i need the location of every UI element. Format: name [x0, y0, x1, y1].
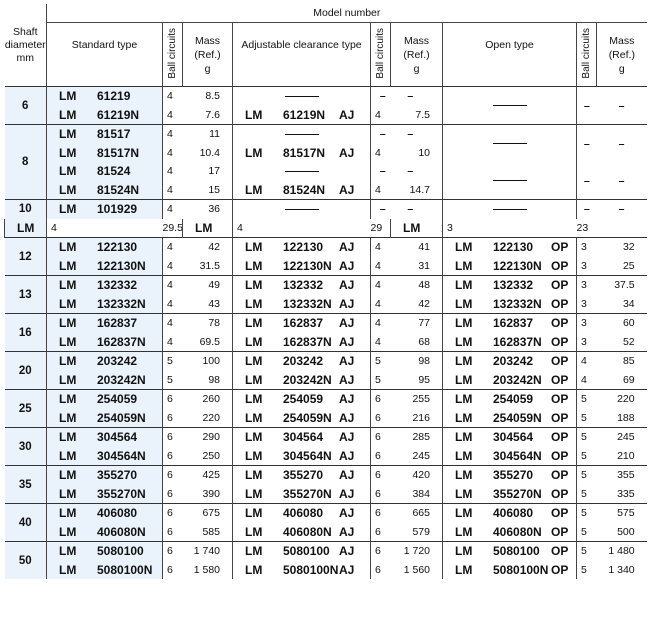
standard-model: LM 101929	[47, 200, 163, 219]
adjustable-ball-circuits: 6	[371, 390, 391, 409]
open-model: LM 132332N OP	[443, 295, 577, 314]
open-model: LM 162837 OP	[443, 314, 577, 333]
adjustable-ball-circuits: 4	[371, 257, 391, 276]
adjustable-mass: 420	[391, 466, 443, 485]
standard-mass: 36	[183, 200, 233, 219]
table-row	[5, 561, 647, 580]
adjustable-mass: 384	[412, 487, 430, 500]
shaft-diameter: 6	[5, 87, 47, 125]
open-ball-circuits: –	[577, 87, 597, 125]
adjustable-ball-circuits: 4	[371, 333, 391, 352]
standard-mass: 15	[208, 183, 220, 196]
mass-header: Mass (Ref.) g	[391, 23, 443, 87]
adjustable-mass: 10	[418, 146, 430, 159]
standard-mass: 425	[183, 466, 233, 485]
open-ball-circuits: 5	[577, 447, 597, 466]
table-row	[5, 219, 647, 238]
adjustable-ball-circuits: –	[371, 200, 391, 219]
shaft-diameter: 13	[5, 276, 47, 314]
table-row	[5, 409, 647, 428]
adjustable-model-none	[233, 200, 371, 219]
standard-ball-circuits: 4	[163, 87, 183, 106]
open-ball-circuits: 5	[577, 523, 597, 542]
standard-type-header: Standard type	[47, 23, 163, 87]
adjustable-ball-circuits: 6	[371, 485, 391, 504]
standard-model: LM	[5, 219, 47, 238]
standard-mass: 250	[202, 449, 220, 462]
open-ball-circuits: –	[577, 200, 597, 219]
adjustable-model: LM 122130 AJ	[233, 238, 371, 257]
adjustable-mass: 68	[418, 335, 430, 348]
standard-ball-circuits: 4	[163, 257, 183, 276]
open-ball-circuits: 5	[577, 561, 597, 580]
mass-header: Mass (Ref.) g	[183, 23, 233, 87]
adjustable-ball-circuits: 4	[371, 276, 391, 295]
adjustable-model-none	[233, 125, 371, 144]
standard-model: LM 81517N	[47, 144, 163, 163]
table-row	[5, 542, 647, 561]
ball-circuits-header: Ball circuits	[371, 23, 391, 87]
adjustable-mass: 665	[391, 504, 443, 523]
shaft-diameter: 10	[5, 200, 47, 219]
open-ball-circuits: 3	[577, 276, 597, 295]
standard-mass: 11	[183, 125, 233, 144]
standard-mass: 8.5	[183, 87, 233, 106]
model-table	[4, 4, 647, 579]
open-mass: 25	[622, 259, 635, 272]
open-ball-circuits: 3	[577, 295, 597, 314]
open-mass: 23	[576, 221, 589, 234]
standard-mass: 390	[202, 487, 220, 500]
shaft-diameter: 35	[5, 466, 47, 504]
table-row	[5, 371, 647, 390]
adjustable-model: LM 81517N AJ	[233, 144, 371, 163]
adjustable-ball-circuits: 6	[371, 561, 391, 580]
standard-mass: 7.6	[205, 108, 220, 121]
open-mass: 575	[597, 504, 647, 523]
standard-ball-circuits: 4	[163, 181, 183, 200]
open-ball-circuits: 3	[443, 219, 577, 238]
adjustable-ball-circuits: –	[371, 162, 391, 181]
shaft-diameter: 20	[5, 352, 47, 390]
open-mass: 52	[622, 335, 635, 348]
open-ball-circuits: –	[577, 125, 597, 163]
open-ball-circuits: 3	[577, 257, 597, 276]
adjustable-mass: 31	[418, 259, 430, 272]
table-row	[5, 238, 647, 257]
open-model: LM 406080N OP	[443, 523, 577, 542]
adjustable-mass: 245	[412, 449, 430, 462]
standard-mass: 1 580	[193, 563, 220, 576]
standard-model: LM 122130	[47, 238, 163, 257]
adjustable-mass: 579	[412, 525, 430, 538]
standard-ball-circuits: 6	[163, 485, 183, 504]
adjustable-model: LM 254059N AJ	[233, 409, 371, 428]
open-model: LM 355270 OP	[443, 466, 577, 485]
adjustable-mass: 42	[418, 297, 430, 310]
standard-ball-circuits: 6	[163, 523, 183, 542]
adjustable-mass: 216	[412, 411, 430, 424]
standard-ball-circuits: 5	[163, 371, 183, 390]
adjustable-model: LM 203242N AJ	[233, 371, 371, 390]
adjustable-mass: 14.7	[409, 183, 430, 196]
open-mass: 245	[597, 428, 647, 447]
shaft-diameter: 40	[5, 504, 47, 542]
open-mass: 210	[617, 449, 635, 462]
table-row	[5, 428, 647, 447]
table-row	[5, 523, 647, 542]
open-model: LM 304564N OP	[443, 447, 577, 466]
standard-ball-circuits: 4	[163, 144, 183, 163]
open-mass: 32	[597, 238, 647, 257]
standard-mass: 78	[183, 314, 233, 333]
open-mass: –	[618, 174, 625, 187]
standard-model: LM 355270N	[47, 485, 163, 504]
table-row	[5, 257, 647, 276]
open-model: LM 254059 OP	[443, 390, 577, 409]
shaft-diameter: 30	[5, 428, 47, 466]
open-model-none	[443, 87, 577, 125]
standard-model: LM 5080100N	[47, 561, 163, 580]
ball-circuits-header: Ball circuits	[163, 23, 183, 87]
open-model: LM 355270N OP	[443, 485, 577, 504]
adjustable-ball-circuits: 4	[371, 314, 391, 333]
open-ball-circuits: –	[577, 162, 597, 200]
standard-ball-circuits: 6	[163, 390, 183, 409]
standard-model: LM 406080N	[47, 523, 163, 542]
table-row	[5, 125, 647, 144]
table-row	[5, 466, 647, 485]
open-model: LM 122130 OP	[443, 238, 577, 257]
standard-model: LM 355270	[47, 466, 163, 485]
standard-model: LM 254059	[47, 390, 163, 409]
adjustable-ball-circuits: 4	[371, 144, 391, 163]
standard-mass: 675	[183, 504, 233, 523]
table-row	[5, 390, 647, 409]
adjustable-model: LM 5080100NAJ	[233, 561, 371, 580]
table-row	[5, 352, 647, 371]
standard-ball-circuits: 6	[163, 428, 183, 447]
adjustable-ball-circuits: 4	[371, 295, 391, 314]
standard-model: LM 203242N	[47, 371, 163, 390]
standard-mass: 1 740	[183, 542, 233, 561]
open-ball-circuits: 3	[577, 314, 597, 333]
standard-mass: 260	[183, 390, 233, 409]
adjustable-model: LM 61219N AJ	[233, 106, 371, 125]
standard-model: LM 162837	[47, 314, 163, 333]
open-model-none	[443, 125, 577, 163]
adjustable-model: LM 81524N AJ	[233, 181, 371, 200]
standard-ball-circuits: 6	[163, 466, 183, 485]
adjustable-model: LM 406080N AJ	[233, 523, 371, 542]
open-ball-circuits: 5	[577, 409, 597, 428]
adjustable-mass: 7.5	[415, 108, 430, 121]
adjustable-ball-circuits: 6	[371, 523, 391, 542]
table-row	[5, 276, 647, 295]
standard-ball-circuits: 6	[163, 504, 183, 523]
adjustable-model-none	[233, 162, 371, 181]
open-mass: –	[597, 87, 647, 125]
standard-mass: 10.4	[199, 146, 220, 159]
standard-model: LM 304564	[47, 428, 163, 447]
standard-ball-circuits: 4	[163, 314, 183, 333]
standard-model: LM 81524	[47, 162, 163, 181]
open-ball-circuits: 5	[577, 390, 597, 409]
open-ball-circuits: 3	[577, 333, 597, 352]
open-ball-circuits: 5	[577, 466, 597, 485]
open-mass: 335	[617, 487, 635, 500]
adjustable-model: LM 5080100 AJ	[233, 542, 371, 561]
standard-ball-circuits: 6	[163, 561, 183, 580]
standard-ball-circuits: 4	[163, 276, 183, 295]
shaft-diameter-header: Shaft diameter mm	[5, 4, 47, 87]
open-ball-circuits: 5	[577, 542, 597, 561]
adjustable-model: LM 355270N AJ	[233, 485, 371, 504]
open-model: LM 162837N OP	[443, 333, 577, 352]
adjustable-ball-circuits: 6	[371, 466, 391, 485]
open-ball-circuits: 4	[577, 352, 597, 371]
adjustable-model: LM 203242 AJ	[233, 352, 371, 371]
open-ball-circuits: 3	[577, 238, 597, 257]
table-row	[5, 295, 647, 314]
table-row	[5, 162, 647, 181]
open-model-none	[443, 162, 577, 200]
standard-ball-circuits: 4	[163, 106, 183, 125]
adjustable-mass: 95	[418, 373, 430, 386]
open-model: LM 304564 OP	[443, 428, 577, 447]
standard-ball-circuits: 4	[163, 238, 183, 257]
standard-model: LM 122130N	[47, 257, 163, 276]
adjustable-mass: –	[407, 165, 414, 178]
adjustable-model: LM 355270 AJ	[233, 466, 371, 485]
open-mass: 220	[597, 390, 647, 409]
standard-ball-circuits: 4	[47, 219, 163, 238]
open-mass: 1 340	[608, 563, 635, 576]
open-type-header: Open type	[443, 23, 577, 87]
standard-ball-circuits: 6	[163, 542, 183, 561]
adjustable-model: LM 162837N AJ	[233, 333, 371, 352]
mass-header: Mass (Ref.) g	[597, 23, 647, 87]
adjustable-model: LM 406080 AJ	[233, 504, 371, 523]
ball-circuits-header: Ball circuits	[577, 23, 597, 87]
open-ball-circuits: 5	[577, 485, 597, 504]
open-mass: 355	[597, 466, 647, 485]
adjustable-model: LM	[183, 219, 233, 238]
open-mass: 85	[597, 352, 647, 371]
adjustable-ball-circuits: 5	[371, 371, 391, 390]
standard-mass: 42	[183, 238, 233, 257]
standard-ball-circuits: 4	[163, 200, 183, 219]
open-ball-circuits: 5	[577, 428, 597, 447]
adjustable-mass: 1 720	[391, 542, 443, 561]
table-row	[5, 87, 647, 106]
standard-model: LM 254059N	[47, 409, 163, 428]
standard-mass: 69.5	[199, 335, 220, 348]
shaft-diameter: 50	[5, 542, 47, 580]
adjustable-mass: –	[391, 87, 443, 106]
adjustable-model-none	[233, 87, 371, 106]
open-mass: –	[597, 200, 647, 219]
open-ball-circuits: 5	[577, 504, 597, 523]
adjustable-ball-circuits: 6	[371, 409, 391, 428]
open-model: LM 122130N OP	[443, 257, 577, 276]
adjustable-model: LM 304564 AJ	[233, 428, 371, 447]
standard-model: LM 5080100	[47, 542, 163, 561]
adjustable-model: LM 132332N AJ	[233, 295, 371, 314]
adjustable-model: LM 254059 AJ	[233, 390, 371, 409]
adjustable-ball-circuits: 5	[371, 352, 391, 371]
open-model: LM 132332 OP	[443, 276, 577, 295]
open-mass: 500	[617, 525, 635, 538]
adjustable-ball-circuits: 4	[371, 106, 391, 125]
adjustable-model: LM 132332 AJ	[233, 276, 371, 295]
standard-model: LM 61219	[47, 87, 163, 106]
shaft-diameter: 16	[5, 314, 47, 352]
adjustable-mass: 77	[391, 314, 443, 333]
standard-mass: 43	[208, 297, 220, 310]
adjustable-type-header: Adjustable clearance type	[233, 23, 371, 87]
standard-model: LM 406080	[47, 504, 163, 523]
standard-ball-circuits: 6	[163, 409, 183, 428]
adjustable-mass: 1 560	[403, 563, 430, 576]
adjustable-mass: 29	[370, 221, 383, 234]
open-model: LM 5080100N OP	[443, 561, 577, 580]
standard-model: LM 162837N	[47, 333, 163, 352]
open-model: LM 406080 OP	[443, 504, 577, 523]
adjustable-ball-circuits: 4	[371, 181, 391, 200]
open-model: LM	[391, 219, 443, 238]
table-row	[5, 333, 647, 352]
open-model: LM 203242N OP	[443, 371, 577, 390]
standard-mass: 29.5	[162, 221, 183, 234]
table-row	[5, 447, 647, 466]
open-mass: 188	[617, 411, 635, 424]
adjustable-ball-circuits: 6	[371, 428, 391, 447]
adjustable-ball-circuits: 6	[371, 447, 391, 466]
standard-ball-circuits: 4	[163, 125, 183, 144]
open-mass: 60	[597, 314, 647, 333]
adjustable-model: LM 304564N AJ	[233, 447, 371, 466]
standard-ball-circuits: 5	[163, 352, 183, 371]
standard-ball-circuits: 4	[163, 295, 183, 314]
adjustable-model: LM 162837 AJ	[233, 314, 371, 333]
open-mass: 1 480	[597, 542, 647, 561]
standard-mass: 98	[208, 373, 220, 386]
adjustable-ball-circuits: –	[371, 125, 391, 144]
standard-mass: 31.5	[199, 259, 220, 272]
adjustable-mass: 98	[391, 352, 443, 371]
standard-mass: 220	[202, 411, 220, 424]
adjustable-mass: 41	[391, 238, 443, 257]
adjustable-mass: 48	[391, 276, 443, 295]
adjustable-ball-circuits: 6	[371, 504, 391, 523]
standard-mass: 17	[208, 165, 220, 178]
open-ball-circuits: 4	[577, 371, 597, 390]
table-row	[5, 485, 647, 504]
adjustable-mass: –	[391, 125, 443, 144]
shaft-diameter: 12	[5, 238, 47, 276]
open-model: LM 254059N OP	[443, 409, 577, 428]
standard-model: LM 132332	[47, 276, 163, 295]
standard-model: LM 81524N	[47, 181, 163, 200]
open-mass: 34	[622, 297, 635, 310]
shaft-diameter: 25	[5, 390, 47, 428]
standard-model: LM 203242	[47, 352, 163, 371]
model-number-header: Model number	[47, 4, 647, 23]
open-mass: 69	[622, 373, 635, 386]
adjustable-model: LM 122130N AJ	[233, 257, 371, 276]
adjustable-ball-circuits: –	[371, 87, 391, 106]
adjustable-mass: –	[391, 200, 443, 219]
standard-model: LM 132332N	[47, 295, 163, 314]
table-row	[5, 200, 647, 219]
table-row	[5, 504, 647, 523]
standard-model: LM 304564N	[47, 447, 163, 466]
standard-mass: 585	[202, 525, 220, 538]
standard-model: LM 81517	[47, 125, 163, 144]
table-row	[5, 314, 647, 333]
adjustable-ball-circuits: 6	[371, 542, 391, 561]
standard-mass: 100	[183, 352, 233, 371]
open-model-none	[443, 200, 577, 219]
open-mass: –	[597, 125, 647, 163]
standard-ball-circuits: 4	[163, 333, 183, 352]
shaft-diameter: 8	[5, 125, 47, 200]
standard-mass: 290	[183, 428, 233, 447]
standard-ball-circuits: 4	[163, 162, 183, 181]
adjustable-ball-circuits: 4	[371, 238, 391, 257]
adjustable-mass: 255	[391, 390, 443, 409]
open-mass: 37.5	[597, 276, 647, 295]
open-model: LM 5080100 OP	[443, 542, 577, 561]
standard-mass: 49	[183, 276, 233, 295]
adjustable-mass: 285	[391, 428, 443, 447]
open-model: LM 203242 OP	[443, 352, 577, 371]
adjustable-ball-circuits: 4	[233, 219, 371, 238]
standard-model: LM 61219N	[47, 106, 163, 125]
standard-ball-circuits: 6	[163, 447, 183, 466]
